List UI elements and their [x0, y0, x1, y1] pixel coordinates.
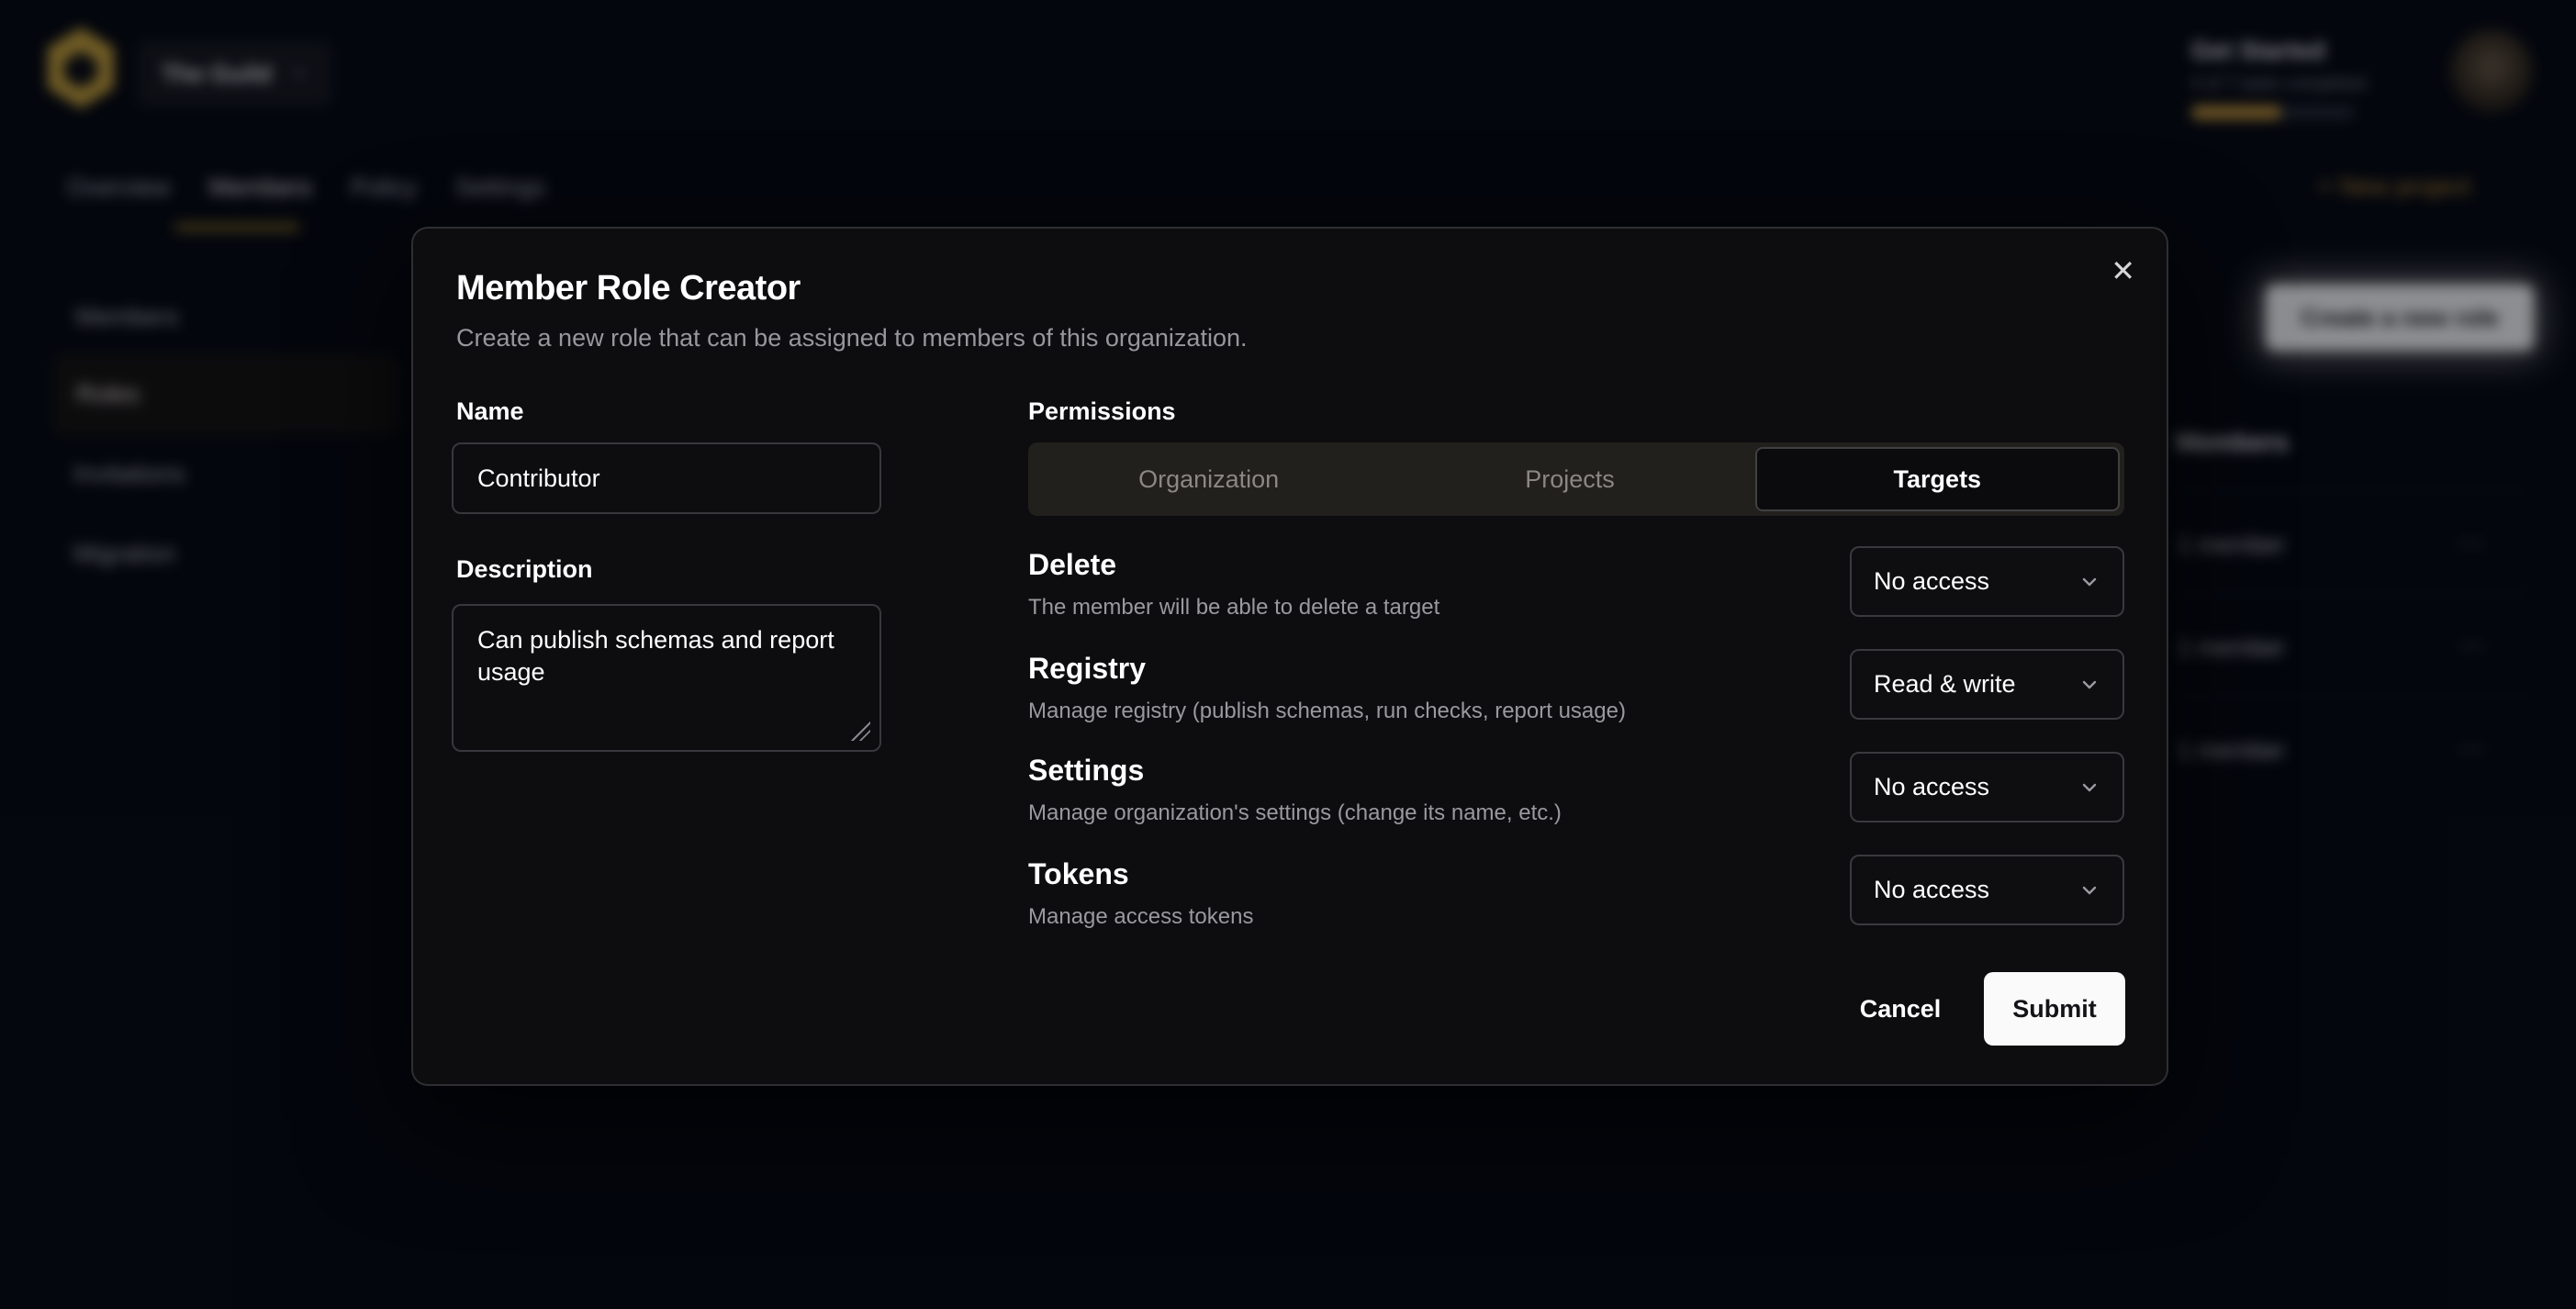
permission-desc-settings: Manage organization's settings (change its name, etc.): [1028, 800, 1562, 825]
permission-title-delete: Delete: [1028, 548, 1117, 581]
get-started-title: Get Started: [2191, 37, 2325, 64]
kebab-menu-icon[interactable]: ⋯: [2458, 529, 2486, 557]
tab-targets[interactable]: Targets: [1755, 447, 2120, 511]
permission-title-registry: Registry: [1028, 652, 1147, 685]
permission-desc-delete: The member will be able to delete a target: [1028, 595, 1440, 620]
create-role-button[interactable]: Create a new role: [2266, 285, 2534, 351]
permission-desc-tokens: Manage access tokens: [1028, 904, 1254, 929]
tab-members[interactable]: Members: [208, 173, 313, 201]
chevron-down-icon: [2078, 777, 2100, 799]
modal-subtitle: Create a new role that can be assigned to members of this organization.: [456, 324, 1248, 352]
submit-button[interactable]: Submit: [1984, 972, 2125, 1046]
access-select-registry-value: Read & write: [1874, 670, 2016, 698]
permissions-tabs: [1028, 442, 2124, 516]
access-select-settings-value: No access: [1874, 773, 1990, 800]
kebab-menu-icon[interactable]: ⋯: [2458, 734, 2486, 763]
sidebar-item-members[interactable]: Members: [75, 303, 179, 330]
permission-title-tokens: Tokens: [1028, 857, 1129, 890]
cancel-button[interactable]: Cancel: [1859, 994, 1942, 1023]
org-name: The Guild: [162, 59, 272, 87]
close-icon[interactable]: ✕: [2111, 254, 2135, 287]
permissions-label: Permissions: [1028, 397, 1176, 425]
resize-handle-icon[interactable]: [850, 721, 870, 741]
role-member-count: 1 member: [2178, 633, 2286, 661]
member-role-creator-modal: [411, 227, 2168, 1086]
role-member-count: 1 member: [2178, 736, 2286, 764]
name-input[interactable]: [452, 442, 881, 514]
access-select-tokens-value: No access: [1874, 876, 1990, 903]
tab-policy[interactable]: Policy: [351, 173, 418, 201]
access-select-registry[interactable]: [1850, 649, 2124, 720]
permission-desc-registry: Manage registry (publish schemas, run checks, report usage): [1028, 699, 1626, 723]
chevron-down-icon: [2078, 879, 2100, 901]
role-member-count: 1 member: [2178, 531, 2286, 558]
sidebar-item-invitations[interactable]: Invitations: [73, 460, 185, 487]
chevron-down-icon: [2078, 674, 2100, 696]
tab-overview[interactable]: Overview: [67, 173, 171, 201]
access-select-settings[interactable]: [1850, 752, 2124, 822]
members-column-header: Members: [2176, 428, 2289, 456]
get-started-subtitle: 4 of 7 tasks completed: [2191, 74, 2367, 94]
description-label: Description: [456, 555, 593, 583]
chevron-down-icon: [2078, 571, 2100, 593]
sidebar-item-roles-label: Roles: [76, 380, 140, 408]
access-select-tokens[interactable]: [1850, 855, 2124, 925]
tab-organization[interactable]: Organization: [1138, 464, 1280, 493]
modal-title: Member Role Creator: [456, 269, 801, 308]
name-label: Name: [456, 397, 524, 425]
access-select-delete-value: No access: [1874, 567, 1990, 595]
description-textarea[interactable]: [452, 604, 881, 752]
permission-title-settings: Settings: [1028, 754, 1145, 787]
tab-projects[interactable]: Projects: [1525, 464, 1615, 493]
new-project-button[interactable]: + New project: [2318, 173, 2470, 200]
tab-settings[interactable]: Settings: [455, 173, 545, 201]
kebab-menu-icon[interactable]: ⋯: [2458, 632, 2486, 660]
access-select-delete[interactable]: [1850, 546, 2124, 617]
sidebar-item-migration[interactable]: Migration: [73, 540, 176, 567]
